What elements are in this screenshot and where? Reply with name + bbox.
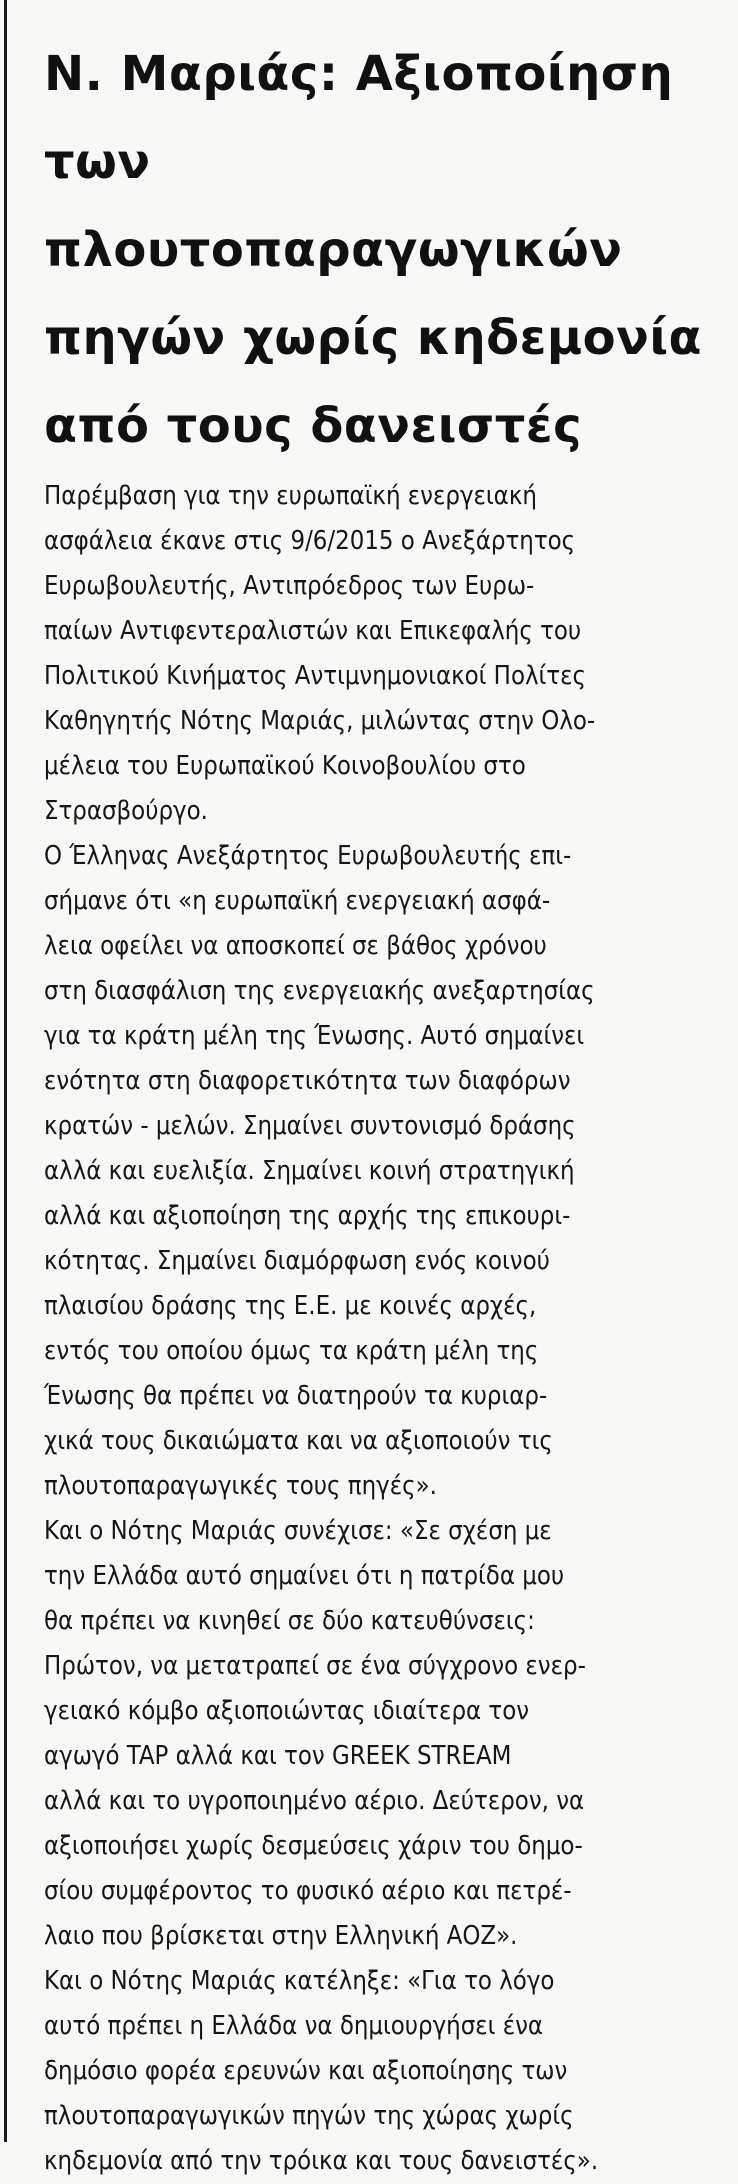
article-headline: Ν. Μαριάς: Αξιοποίηση των πλουτοπαραγωγικών πηγών χωρίς κηδεμονία από τους δανειστές: [44, 46, 703, 454]
article: [44, 30, 734, 2184]
article-paragraph: Παρέμβαση για την ευρωπαϊκή ενεργειακή ασφάλεια έκανε στις 9/6/2015 ο Ανεξάρτητος Ευρωβουλευτής, Αντιπρόεδρος των Ευρω- παίων Αντιφεντεραλιστών και Επικεφαλής του Πολιτικού Κινήματος Αντιμνημονιακοί Πολίτες Καθηγητής Νότης Μαριάς, μιλώντας στην Ολο- μέλεια του Ευρωπαϊκού Κοινοβουλίου στο Στρασβούργο.: [44, 481, 596, 826]
article-paragraph: Ο Έλληνας Ανεξάρτητος Ευρωβουλευτής επι- σήμανε ότι «η ευρωπαϊκή ενεργειακή ασφά- λεια οφείλει να αποσκοπεί σε βάθος χρόνου στη διασφάλιση της ενεργειακής ανεξαρτησίας για τα κράτη μέλη της Ένωσης. Αυτό σημαίνει ενότητα στη διαφορετικότητα των διαφόρων κρατών - μελών. Σημαίνει συντονισμό δράσης αλλά και ευελιξία. Σημαίνει κοινή στρατηγική αλλά και αξιοποίηση της αρχής της επικουρι- κότητας. Σημαίνει διαμόρφωση ενός κοινού πλαισίου δράσης της Ε.Ε. με κοινές αρχές, εντός του οποίου όμως τα κράτη μέλη της Ένωσης θα πρέπει να διατηρούν τα κυριαρ- χικά τους δικαιώματα και να αξιοποιούν τις πλουτοπαραγωγικές τους πηγές».: [44, 841, 595, 1501]
article-paragraph: Και ο Νότης Μαριάς κατέληξε: «Για το λόγο αυτό πρέπει η Ελλάδα να δημιουργήσει ένα δημόσιο φορέα ερευνών και αξιοποίησης των πλουτοπαραγωγικών πηγών της χώρας χωρίς κηδεμονία από την τρόικα και τους δανειστές».: [44, 1966, 599, 2176]
article-paragraph: Και ο Νότης Μαριάς συνέχισε: «Σε σχέση με την Ελλάδα αυτό σημαίνει ότι η πατρίδα μου θα πρέπει να κινηθεί σε δύο κατευθύνσεις: Πρώτον, να μετατραπεί σε ένα σύγχρονο ενερ- γειακό κόμβο αξιοποιώντας ιδιαίτερα τον αγωγό TAP αλλά και τον GREEK STREAM αλλά και το υγροποιημένο αέριο. Δεύτερον, να αξιοποιήσει χωρίς δεσμεύσεις χάριν του δημο- σίου συμφέροντος το φυσικό αέριο και πετρέ- λαιο που βρίσκεται στην Ελληνική ΑΟΖ».: [44, 1516, 586, 1951]
article-body: [44, 474, 734, 2184]
column-rule: [4, 0, 7, 2142]
